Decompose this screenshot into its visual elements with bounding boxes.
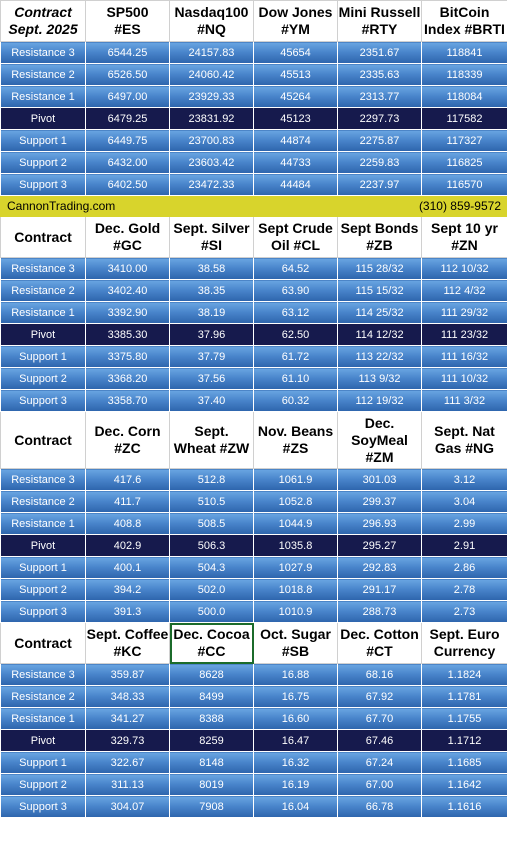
level-value[interactable]: 111 16/32 <box>422 346 507 368</box>
level-label: Resistance 3 <box>1 469 86 491</box>
level-value[interactable]: 67.24 <box>338 752 422 774</box>
level-row-resistance-3 <box>1 664 507 686</box>
level-value[interactable]: 23472.33 <box>170 174 254 196</box>
level-value[interactable]: 16.60 <box>254 708 338 730</box>
level-value[interactable]: 24060.42 <box>170 64 254 86</box>
level-row-resistance-1 <box>1 302 507 324</box>
level-value[interactable]: 2.86 <box>422 557 507 579</box>
level-value[interactable]: 6526.50 <box>86 64 170 86</box>
level-value[interactable]: 291.17 <box>338 579 422 601</box>
level-value[interactable]: 1.1685 <box>422 752 507 774</box>
level-value[interactable]: 37.40 <box>170 390 254 412</box>
level-row-support-2 <box>1 774 507 796</box>
contract-header-sept-coffee-kc[interactable]: Sept. Coffee #KC <box>86 623 170 664</box>
contract-header-nasdaq100-nq[interactable]: Nasdaq100 #NQ <box>170 1 254 42</box>
level-value[interactable]: 301.03 <box>338 469 422 491</box>
level-value[interactable]: 1052.8 <box>254 491 338 513</box>
level-label: Resistance 1 <box>1 86 86 108</box>
level-value[interactable]: 7908 <box>170 796 254 818</box>
level-label: Pivot <box>1 535 86 557</box>
level-value[interactable]: 111 29/32 <box>422 302 507 324</box>
level-value[interactable]: 61.72 <box>254 346 338 368</box>
level-label: Resistance 1 <box>1 708 86 730</box>
contract-header-sept-10-yr-zn[interactable]: Sept 10 yr #ZN <box>422 217 507 258</box>
phone-number: (310) 859-9572 <box>254 196 507 217</box>
level-value[interactable]: 1.1755 <box>422 708 507 730</box>
section-4-header-row <box>1 623 507 664</box>
level-value[interactable]: 510.5 <box>170 491 254 513</box>
level-value[interactable]: 402.9 <box>86 535 170 557</box>
level-value[interactable]: 45123 <box>254 108 338 130</box>
level-value[interactable]: 37.56 <box>170 368 254 390</box>
level-label: Support 3 <box>1 390 86 412</box>
contract-header: Contract <box>1 217 86 258</box>
contract-header-dow-jones-ym[interactable]: Dow Jones #YM <box>254 1 338 42</box>
level-value[interactable]: 8259 <box>170 730 254 752</box>
level-value[interactable]: 6402.50 <box>86 174 170 196</box>
level-value[interactable]: 311.13 <box>86 774 170 796</box>
level-value[interactable]: 2335.63 <box>338 64 422 86</box>
contract-header-sept-crude-oil-cl[interactable]: Sept Crude Oil #CL <box>254 217 338 258</box>
contract-header-dec-soymeal-zm[interactable]: Dec. SoyMeal #ZM <box>338 412 422 469</box>
level-value[interactable]: 2351.67 <box>338 42 422 64</box>
level-value[interactable]: 44733 <box>254 152 338 174</box>
level-value[interactable]: 37.79 <box>170 346 254 368</box>
level-label: Support 2 <box>1 152 86 174</box>
level-value[interactable]: 38.35 <box>170 280 254 302</box>
level-row-resistance-1 <box>1 513 507 535</box>
level-value[interactable]: 115 15/32 <box>338 280 422 302</box>
level-value[interactable]: 502.0 <box>170 579 254 601</box>
level-value[interactable]: 67.46 <box>338 730 422 752</box>
level-value[interactable]: 329.73 <box>86 730 170 752</box>
level-value[interactable]: 63.90 <box>254 280 338 302</box>
level-value[interactable]: 23700.83 <box>170 130 254 152</box>
level-value[interactable]: 16.19 <box>254 774 338 796</box>
level-value[interactable]: 1018.8 <box>254 579 338 601</box>
contract-header-sept-bonds-zb[interactable]: Sept Bonds #ZB <box>338 217 422 258</box>
level-label: Support 1 <box>1 752 86 774</box>
contract-header-dec-cocoa-cc[interactable]: Dec. Cocoa #CC <box>170 623 254 664</box>
contract-header: Contract Sept. 2025 <box>1 1 86 42</box>
level-row-support-2 <box>1 579 507 601</box>
level-value[interactable]: 408.8 <box>86 513 170 535</box>
level-label: Support 2 <box>1 774 86 796</box>
level-value[interactable]: 115 28/32 <box>338 258 422 280</box>
contract-header-sept-nat-gas-ng[interactable]: Sept. Nat Gas #NG <box>422 412 507 469</box>
level-label: Resistance 3 <box>1 42 86 64</box>
level-value[interactable]: 288.73 <box>338 601 422 623</box>
level-value[interactable]: 3.04 <box>422 491 507 513</box>
level-value[interactable]: 296.93 <box>338 513 422 535</box>
level-value[interactable]: 3402.40 <box>86 280 170 302</box>
level-value[interactable]: 44484 <box>254 174 338 196</box>
section-3-header-row <box>1 412 507 469</box>
level-value[interactable]: 62.50 <box>254 324 338 346</box>
level-value[interactable]: 116825 <box>422 152 507 174</box>
section-1-header-row <box>1 1 507 42</box>
level-row-support-3 <box>1 796 507 818</box>
level-row-resistance-3 <box>1 42 507 64</box>
level-value[interactable]: 23929.33 <box>170 86 254 108</box>
level-label: Pivot <box>1 324 86 346</box>
level-value[interactable]: 411.7 <box>86 491 170 513</box>
level-value[interactable]: 6544.25 <box>86 42 170 64</box>
level-value[interactable]: 16.47 <box>254 730 338 752</box>
level-value[interactable]: 304.07 <box>86 796 170 818</box>
level-value[interactable]: 1044.9 <box>254 513 338 535</box>
brand-link[interactable]: CannonTrading.com <box>1 196 254 217</box>
level-value[interactable]: 38.58 <box>170 258 254 280</box>
level-value[interactable]: 295.27 <box>338 535 422 557</box>
level-value[interactable]: 114 12/32 <box>338 324 422 346</box>
level-label: Support 1 <box>1 130 86 152</box>
level-value[interactable]: 394.2 <box>86 579 170 601</box>
level-value[interactable]: 8388 <box>170 708 254 730</box>
level-value[interactable]: 23831.92 <box>170 108 254 130</box>
level-row-pivot <box>1 324 507 346</box>
level-value[interactable]: 348.33 <box>86 686 170 708</box>
level-value[interactable]: 299.37 <box>338 491 422 513</box>
level-value[interactable]: 8019 <box>170 774 254 796</box>
level-value[interactable]: 112 10/32 <box>422 258 507 280</box>
level-value[interactable]: 6432.00 <box>86 152 170 174</box>
contract-header-sept-wheat-zw[interactable]: Sept. Wheat #ZW <box>170 412 254 469</box>
level-value[interactable]: 1.1616 <box>422 796 507 818</box>
level-value[interactable]: 117582 <box>422 108 507 130</box>
level-row-support-1 <box>1 130 507 152</box>
level-value[interactable]: 512.8 <box>170 469 254 491</box>
level-value[interactable]: 1.1712 <box>422 730 507 752</box>
level-value[interactable]: 16.75 <box>254 686 338 708</box>
level-label: Support 1 <box>1 346 86 368</box>
level-value[interactable]: 67.92 <box>338 686 422 708</box>
level-value[interactable]: 38.19 <box>170 302 254 324</box>
level-row-support-1 <box>1 557 507 579</box>
level-value[interactable]: 1.1642 <box>422 774 507 796</box>
level-label: Resistance 1 <box>1 513 86 535</box>
level-value[interactable]: 16.32 <box>254 752 338 774</box>
level-value[interactable]: 3392.90 <box>86 302 170 324</box>
level-value[interactable]: 64.52 <box>254 258 338 280</box>
level-value[interactable]: 508.5 <box>170 513 254 535</box>
level-value[interactable]: 6479.25 <box>86 108 170 130</box>
level-label: Support 1 <box>1 557 86 579</box>
level-value[interactable]: 3410.00 <box>86 258 170 280</box>
level-value[interactable]: 66.78 <box>338 796 422 818</box>
level-value[interactable]: 3375.80 <box>86 346 170 368</box>
level-value[interactable]: 2.91 <box>422 535 507 557</box>
level-row-resistance-1 <box>1 86 507 108</box>
level-value[interactable]: 45654 <box>254 42 338 64</box>
contract-header-dec-cotton-ct[interactable]: Dec. Cotton #CT <box>338 623 422 664</box>
level-label: Resistance 2 <box>1 280 86 302</box>
level-value[interactable]: 45513 <box>254 64 338 86</box>
level-value[interactable]: 6449.75 <box>86 130 170 152</box>
contract-header-dec-corn-zc[interactable]: Dec. Corn #ZC <box>86 412 170 469</box>
level-value[interactable]: 2.73 <box>422 601 507 623</box>
level-value[interactable]: 67.70 <box>338 708 422 730</box>
level-value[interactable]: 16.88 <box>254 664 338 686</box>
contract-header-oct-sugar-sb[interactable]: Oct. Sugar #SB <box>254 623 338 664</box>
level-value[interactable]: 341.27 <box>86 708 170 730</box>
level-value[interactable]: 67.00 <box>338 774 422 796</box>
sponsor-banner <box>1 196 507 217</box>
level-value[interactable]: 506.3 <box>170 535 254 557</box>
level-row-resistance-2 <box>1 686 507 708</box>
level-value[interactable]: 114 25/32 <box>338 302 422 324</box>
contract-header-sept-euro-currency[interactable]: Sept. Euro Currency <box>422 623 507 664</box>
contract-header-dec-gold-gc[interactable]: Dec. Gold #GC <box>86 217 170 258</box>
level-value[interactable]: 1.1781 <box>422 686 507 708</box>
level-value[interactable]: 1035.8 <box>254 535 338 557</box>
level-label: Resistance 3 <box>1 664 86 686</box>
level-value[interactable]: 1027.9 <box>254 557 338 579</box>
level-value[interactable]: 359.87 <box>86 664 170 686</box>
level-label: Resistance 1 <box>1 302 86 324</box>
level-row-support-1 <box>1 752 507 774</box>
level-value[interactable]: 292.83 <box>338 557 422 579</box>
level-label: Pivot <box>1 730 86 752</box>
level-value[interactable]: 391.3 <box>86 601 170 623</box>
level-row-resistance-2 <box>1 280 507 302</box>
level-value[interactable]: 63.12 <box>254 302 338 324</box>
level-label: Resistance 2 <box>1 491 86 513</box>
level-value[interactable]: 44874 <box>254 130 338 152</box>
level-value[interactable]: 8148 <box>170 752 254 774</box>
level-value[interactable]: 60.32 <box>254 390 338 412</box>
level-value[interactable]: 118084 <box>422 86 507 108</box>
contract-header-mini-russell-rty[interactable]: Mini Russell #RTY <box>338 1 422 42</box>
level-value[interactable]: 118841 <box>422 42 507 64</box>
level-row-resistance-1 <box>1 708 507 730</box>
level-value[interactable]: 2.99 <box>422 513 507 535</box>
level-value[interactable]: 111 3/32 <box>422 390 507 412</box>
level-value[interactable]: 322.67 <box>86 752 170 774</box>
level-row-support-2 <box>1 368 507 390</box>
level-row-pivot <box>1 730 507 752</box>
level-row-pivot <box>1 108 507 130</box>
level-value[interactable]: 400.1 <box>86 557 170 579</box>
level-value[interactable]: 3385.30 <box>86 324 170 346</box>
level-value[interactable]: 8628 <box>170 664 254 686</box>
level-value[interactable]: 2237.97 <box>338 174 422 196</box>
level-value[interactable]: 3368.20 <box>86 368 170 390</box>
level-value[interactable]: 16.04 <box>254 796 338 818</box>
level-value[interactable]: 1010.9 <box>254 601 338 623</box>
level-value[interactable]: 1.1824 <box>422 664 507 686</box>
level-row-resistance-3 <box>1 469 507 491</box>
level-row-support-3 <box>1 601 507 623</box>
level-label: Support 3 <box>1 796 86 818</box>
level-value[interactable]: 112 19/32 <box>338 390 422 412</box>
level-value[interactable]: 3.12 <box>422 469 507 491</box>
level-row-support-3 <box>1 174 507 196</box>
level-value[interactable]: 111 23/32 <box>422 324 507 346</box>
contract-header-bitcoin-index-brti[interactable]: BitCoin Index #BRTI <box>422 1 507 42</box>
level-value[interactable]: 117327 <box>422 130 507 152</box>
level-label: Resistance 2 <box>1 64 86 86</box>
level-value[interactable]: 417.6 <box>86 469 170 491</box>
level-value[interactable]: 24157.83 <box>170 42 254 64</box>
level-value[interactable]: 112 4/32 <box>422 280 507 302</box>
level-label: Support 2 <box>1 579 86 601</box>
contract-header-sept-silver-si[interactable]: Sept. Silver #SI <box>170 217 254 258</box>
level-value[interactable]: 6497.00 <box>86 86 170 108</box>
level-value[interactable]: 2.78 <box>422 579 507 601</box>
level-value[interactable]: 8499 <box>170 686 254 708</box>
level-label: Resistance 3 <box>1 258 86 280</box>
level-label: Pivot <box>1 108 86 130</box>
level-value[interactable]: 68.16 <box>338 664 422 686</box>
level-value[interactable]: 500.0 <box>170 601 254 623</box>
level-value[interactable]: 504.3 <box>170 557 254 579</box>
contract-header-sp500-es[interactable]: SP500 #ES <box>86 1 170 42</box>
contract-header: Contract <box>1 412 86 469</box>
level-value[interactable]: 61.10 <box>254 368 338 390</box>
level-value[interactable]: 2259.83 <box>338 152 422 174</box>
contract-header: Contract <box>1 623 86 664</box>
level-label: Support 3 <box>1 174 86 196</box>
level-label: Support 3 <box>1 601 86 623</box>
level-row-support-1 <box>1 346 507 368</box>
level-value[interactable]: 37.96 <box>170 324 254 346</box>
level-row-resistance-2 <box>1 491 507 513</box>
level-value[interactable]: 113 9/32 <box>338 368 422 390</box>
level-value[interactable]: 2313.77 <box>338 86 422 108</box>
level-value[interactable]: 111 10/32 <box>422 368 507 390</box>
level-value[interactable]: 1061.9 <box>254 469 338 491</box>
level-value[interactable]: 3358.70 <box>86 390 170 412</box>
level-value[interactable]: 113 22/32 <box>338 346 422 368</box>
level-value[interactable]: 45264 <box>254 86 338 108</box>
level-value[interactable]: 2297.73 <box>338 108 422 130</box>
section-2-header-row <box>1 217 507 258</box>
level-value[interactable]: 23603.42 <box>170 152 254 174</box>
level-label: Resistance 2 <box>1 686 86 708</box>
level-label: Support 2 <box>1 368 86 390</box>
level-value[interactable]: 118339 <box>422 64 507 86</box>
level-row-resistance-2 <box>1 64 507 86</box>
contract-header-nov-beans-zs[interactable]: Nov. Beans #ZS <box>254 412 338 469</box>
level-row-pivot <box>1 535 507 557</box>
level-row-support-3 <box>1 390 507 412</box>
level-row-resistance-3 <box>1 258 507 280</box>
level-value[interactable]: 2275.87 <box>338 130 422 152</box>
level-row-support-2 <box>1 152 507 174</box>
level-value[interactable]: 116570 <box>422 174 507 196</box>
